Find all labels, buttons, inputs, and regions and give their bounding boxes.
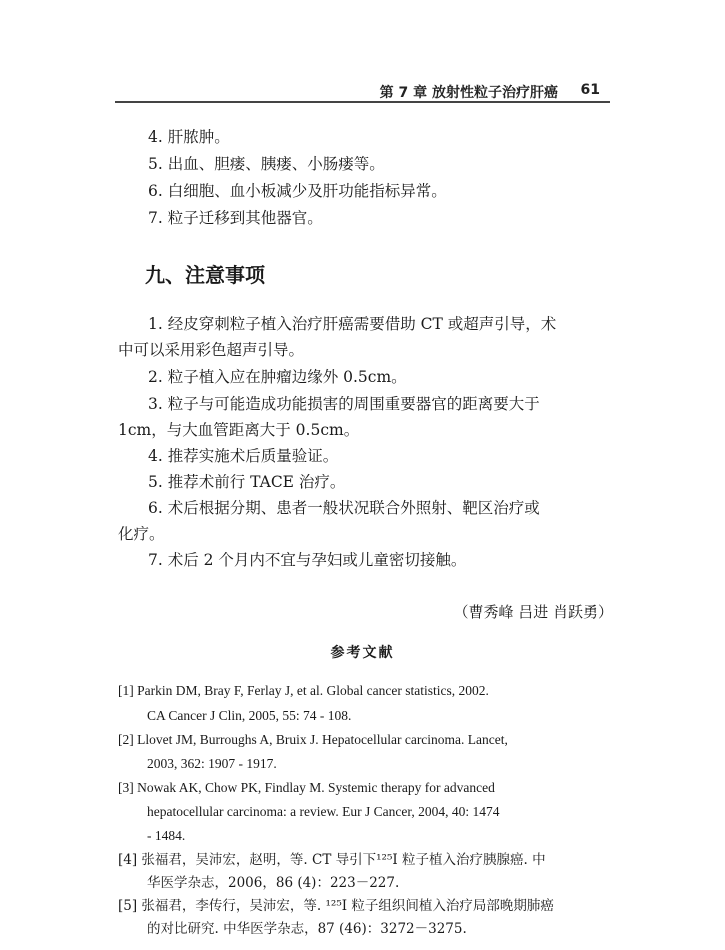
section-heading: 九、注意事项 — [145, 263, 265, 287]
complication-item: 4. 肝脓肿。 — [148, 128, 230, 146]
chapter-title: 第 7 章 放射性粒子治疗肝癌 — [379, 85, 558, 101]
reference-line: [1] Parkin DM, Bray F, Ferlay J, et al. Global cancer statistics, 2002. — [118, 683, 489, 698]
note-line: 7. 术后 2 个月内不宜与孕妇或儿童密切接触。 — [148, 551, 467, 569]
note-line: 中可以采用彩色超声引导。 — [118, 341, 305, 359]
reference-line: [2] Llovet JM, Burroughs A, Bruix J. Hepatocellular carcinoma. Lancet, — [118, 732, 508, 747]
reference-line: CA Cancer J Clin, 2005, 55: 74 - 108. — [147, 708, 352, 723]
complication-item: 5. 出血、胆瘘、胰瘘、小肠瘘等。 — [148, 155, 385, 173]
complication-item: 7. 粒子迁移到其他器官。 — [148, 209, 323, 227]
references-heading: 参考文献 — [330, 645, 395, 661]
note-line: 2. 粒子植入应在肿瘤边缘外 0.5cm。 — [148, 368, 407, 386]
reference-line: 华医学杂志，2006，86 (4)：223－227. — [147, 875, 400, 891]
header-rule — [115, 101, 610, 103]
note-line: 1cm，与大血管距离大于 0.5cm。 — [118, 421, 360, 439]
page-number: 61 — [580, 82, 600, 98]
note-line: 6. 术后根据分期、患者一般状况联合外照射、靶区治疗或 — [148, 499, 540, 517]
note-line: 3. 粒子与可能造成功能损害的周围重要器官的距离要大于 — [148, 395, 540, 413]
running-header — [115, 80, 610, 102]
note-line: 1. 经皮穿刺粒子植入治疗肝癌需要借助 CT 或超声引导，术 — [148, 315, 557, 333]
authors: （曹秀峰 吕进 肖跃勇） — [453, 603, 613, 621]
note-line: 化疗。 — [118, 525, 165, 543]
complication-item: 6. 白细胞、血小板减少及肝功能指标异常。 — [148, 182, 447, 200]
reference-line: - 1484. — [147, 828, 186, 843]
reference-line: [4] 张福君，吴沛宏，赵明，等. CT 导引下¹²⁵I 粒子植入治疗胰腺癌. 中 — [118, 852, 546, 868]
reference-line: 的对比研究. 中华医学杂志，87 (46)：3272－3275. — [147, 921, 467, 937]
note-line: 5. 推荐术前行 TACE 治疗。 — [148, 473, 346, 491]
reference-line: [5] 张福君，李传行，吴沛宏，等. ¹²⁵I 粒子组织间植入治疗局部晚期肺癌 — [118, 898, 554, 914]
reference-line: 2003, 362: 1907 - 1917. — [147, 756, 277, 771]
note-line: 4. 推荐实施术后质量验证。 — [148, 447, 339, 465]
reference-line: [3] Nowak AK, Chow PK, Findlay M. Systemic therapy for advanced — [118, 780, 495, 795]
reference-line: hepatocellular carcinoma: a review. Eur J Cancer, 2004, 40: 1474 — [147, 804, 500, 819]
